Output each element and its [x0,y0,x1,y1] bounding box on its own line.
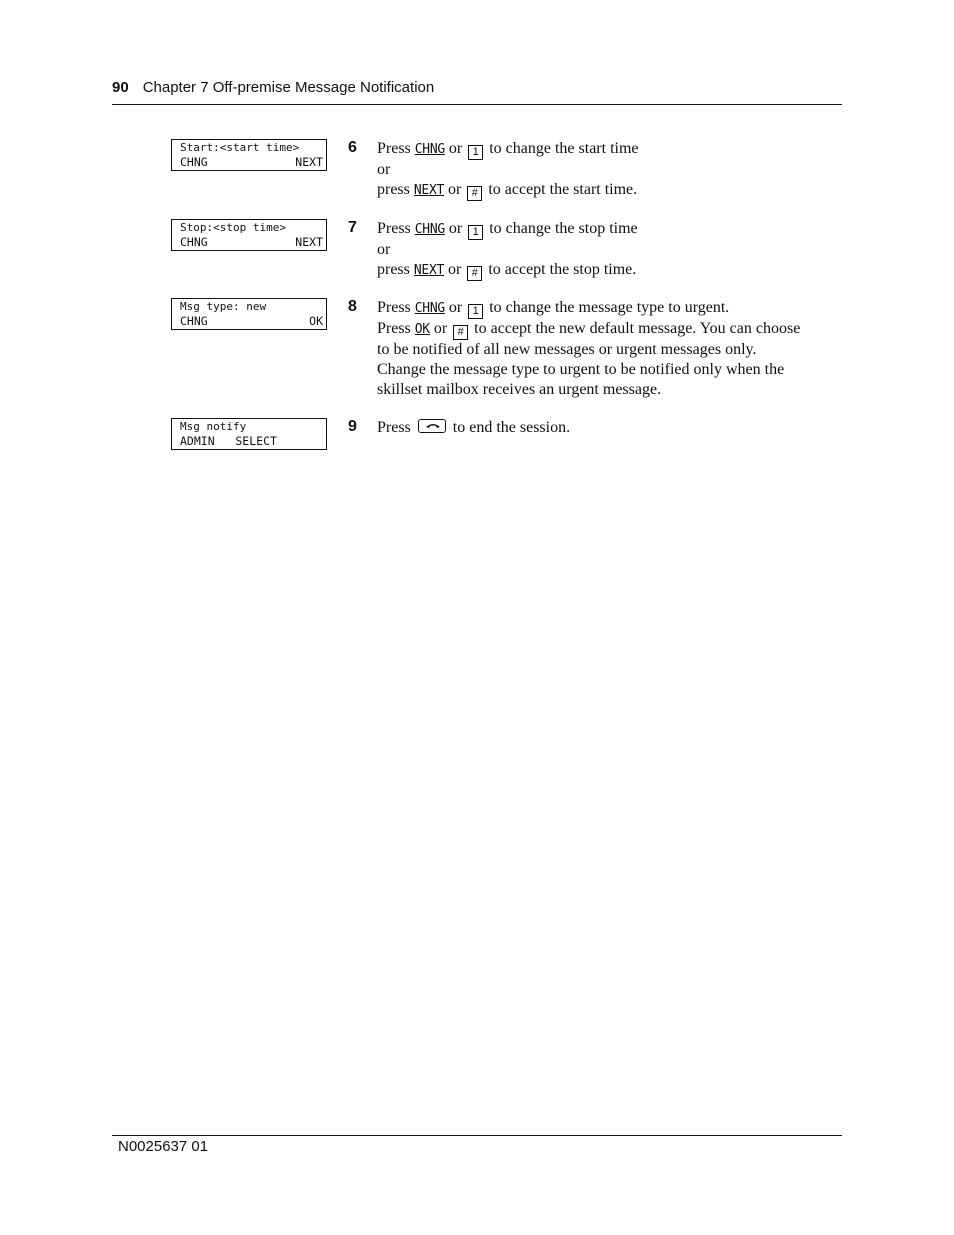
step-number: 7 [348,219,357,236]
lcd-line1: Stop:<stop time> [180,221,286,234]
text: or [448,181,462,198]
text: press [377,181,410,198]
lcd-display-step-8 [171,298,327,330]
step-7-text [377,219,839,281]
step-6-text [377,139,839,201]
text: to change the message type to urgent. [489,299,730,316]
text: press [377,261,410,278]
softkey-chng: CHNG [414,301,445,316]
lcd-softkey-right: NEXT [295,235,323,249]
text: Press [377,299,411,316]
text: or [448,299,463,316]
footer-rule [112,1135,842,1136]
step-9-text [377,418,839,438]
text: or [377,161,391,178]
page-header [112,79,842,96]
chapter-title: Chapter 7 Off-premise Message Notification [142,79,435,96]
dialpad-key-hash: # [453,325,468,340]
text: Press [377,220,411,237]
step-number: 6 [348,139,357,156]
dialpad-key-1: 1 [468,225,483,240]
release-key-icon [418,419,446,433]
lcd-display-step-7 [171,219,327,251]
lcd-softkey-right: OK [309,314,323,328]
text: or [448,140,463,157]
page-number: 90 [112,79,129,96]
softkey-chng: CHNG [414,222,445,237]
text: Change the message type to urgent to be notified only when the [377,361,785,378]
text: to end the session. [452,419,571,436]
text: or [448,220,463,237]
lcd-softkey-right: NEXT [295,155,323,169]
lcd-line1: Msg type: new [180,300,267,313]
document-number: N0025637 01 [118,1138,209,1155]
text: Press [377,140,411,157]
step-number: 9 [348,418,357,435]
softkey-ok: OK [414,322,430,337]
text: to be notified of all new messages or urgent messages only. [377,341,757,358]
dialpad-key-hash: # [467,186,482,201]
softkey-next: NEXT [413,263,444,278]
lcd-line1: Start:<start time> [180,141,300,154]
text: or [448,261,462,278]
header-rule [112,104,842,105]
softkey-next: NEXT [413,183,444,198]
lcd-softkey-left: ADMIN SELECT [180,434,277,448]
text: to accept the stop time. [488,261,637,278]
softkey-chng: CHNG [414,142,445,157]
lcd-line1: Msg notify [180,420,247,433]
dialpad-key-1: 1 [468,304,483,319]
text: to change the start time [489,140,639,157]
text: Press [377,419,411,436]
text: skillset mailbox receives an urgent message. [377,381,662,398]
lcd-softkey-left: CHNG [180,235,208,249]
text: to change the stop time [489,220,638,237]
dialpad-key-hash: # [467,266,482,281]
step-number: 8 [348,298,357,315]
text: to accept the new default message. You can choose [474,320,801,337]
step-8-text [377,298,839,400]
lcd-display-step-9 [171,418,327,450]
text: to accept the start time. [488,181,638,198]
text: or [433,320,448,337]
text: or [377,241,391,258]
lcd-softkey-left: CHNG [180,155,208,169]
lcd-display-step-6 [171,139,327,171]
dialpad-key-1: 1 [468,145,483,160]
lcd-softkey-left: CHNG [180,314,208,328]
text: Press [377,320,411,337]
